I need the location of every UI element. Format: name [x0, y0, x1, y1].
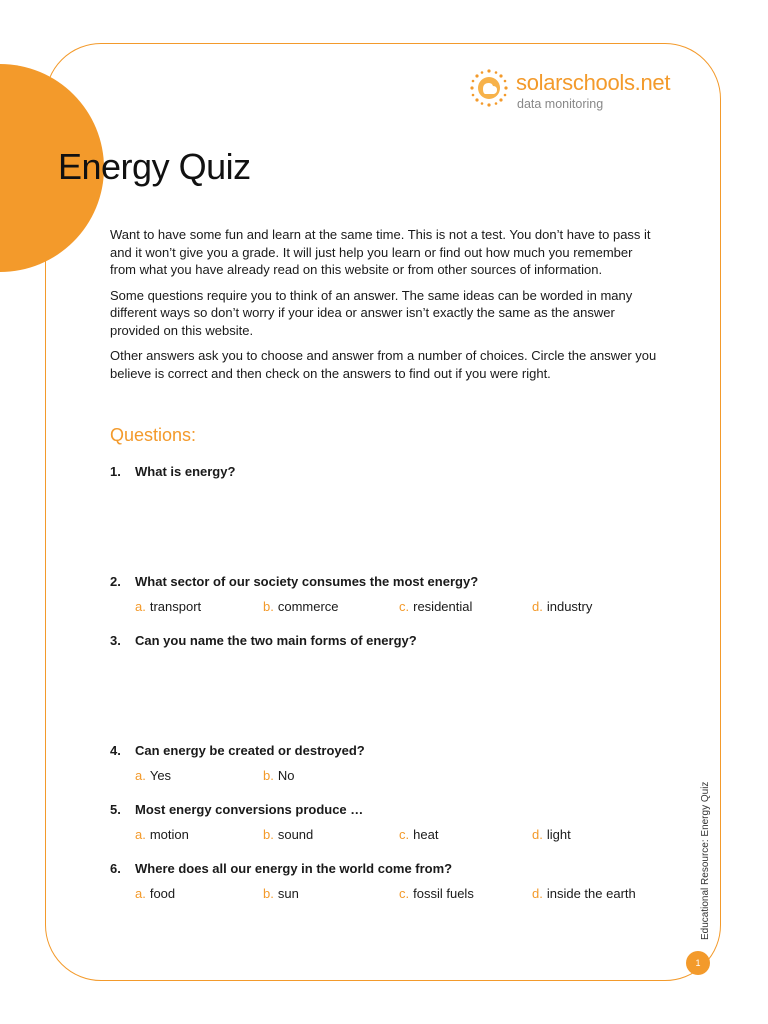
option-text: motion	[149, 827, 189, 842]
option-b[interactable]	[263, 827, 313, 842]
question-text: Where does all our energy in the world come from?	[135, 861, 453, 876]
question-3	[110, 633, 417, 648]
question-number: 6.	[110, 861, 121, 876]
option-text: industry	[546, 599, 593, 614]
question-number: 5.	[110, 802, 121, 817]
option-text: inside the earth	[546, 886, 636, 901]
intro-text	[110, 226, 658, 390]
option-text: transport	[149, 599, 202, 614]
side-label: Educational Resource: Energy Quiz	[700, 781, 711, 940]
option-d[interactable]	[532, 599, 592, 614]
question-4	[110, 743, 365, 758]
option-b[interactable]	[263, 768, 294, 783]
option-a[interactable]	[135, 768, 171, 783]
question-5-options	[135, 827, 675, 845]
option-text: sun	[277, 886, 299, 901]
option-text: fossil fuels	[413, 886, 474, 901]
option-letter: c.	[399, 827, 410, 842]
option-text: sound	[277, 827, 314, 842]
option-letter: a.	[135, 827, 146, 842]
question-5	[110, 802, 363, 817]
option-c[interactable]	[399, 886, 474, 901]
option-a[interactable]	[135, 827, 189, 842]
option-a[interactable]	[135, 599, 201, 614]
question-2	[110, 574, 478, 589]
question-text: What is energy?	[135, 464, 236, 479]
question-number: 2.	[110, 574, 121, 589]
option-c[interactable]	[399, 599, 472, 614]
question-number: 3.	[110, 633, 121, 648]
option-letter: c.	[399, 886, 410, 901]
option-d[interactable]	[532, 827, 571, 842]
option-text: light	[546, 827, 571, 842]
option-text: Yes	[149, 768, 172, 783]
question-6	[110, 861, 452, 876]
question-text: Can you name the two main forms of energy?	[135, 633, 417, 648]
option-b[interactable]	[263, 599, 339, 614]
option-text: commerce	[277, 599, 339, 614]
option-letter: d.	[532, 827, 543, 842]
option-c[interactable]	[399, 827, 438, 842]
question-4-options	[135, 768, 675, 786]
question-1	[110, 464, 235, 479]
option-text: residential	[413, 599, 473, 614]
option-text: heat	[413, 827, 439, 842]
option-letter: d.	[532, 599, 543, 614]
question-text: Most energy conversions produce …	[135, 802, 364, 817]
option-letter: a.	[135, 599, 146, 614]
sun-logo-icon	[468, 68, 510, 108]
option-b[interactable]	[263, 886, 299, 901]
option-letter: d.	[532, 886, 543, 901]
question-text: Can energy be created or destroyed?	[135, 743, 365, 758]
page-number: 1	[686, 951, 710, 975]
option-letter: b.	[263, 768, 274, 783]
option-letter: b.	[263, 599, 274, 614]
question-6-options	[135, 886, 675, 904]
intro-paragraph: Want to have some fun and learn at the same time. This is not a test. You don’t have to pass it and it won’t give you a grade. It will just help you learn or find out how much you remember from what you have already read on this website or from other sources of information.	[110, 227, 651, 277]
page-title: Energy Quiz	[58, 146, 251, 187]
question-number: 1.	[110, 464, 121, 479]
logo-name: solarschools.net	[516, 70, 671, 95]
option-text: No	[277, 768, 295, 783]
option-letter: a.	[135, 886, 146, 901]
question-text: What sector of our society consumes the most energy?	[135, 574, 479, 589]
option-letter: c.	[399, 599, 410, 614]
option-letter: b.	[263, 886, 274, 901]
questions-heading: Questions:	[110, 425, 197, 445]
question-2-options	[135, 599, 675, 617]
option-a[interactable]	[135, 886, 175, 901]
option-letter: a.	[135, 768, 146, 783]
logo-tagline: data monitoring	[517, 97, 604, 111]
option-letter: b.	[263, 827, 274, 842]
intro-paragraph: Some questions require you to think of an answer. The same ideas can be worded in many different ways so don’t worry if your idea or answer isn’t exactly the same as the answer provided on this website.	[110, 287, 633, 338]
question-number: 4.	[110, 743, 121, 758]
option-text: food	[149, 886, 176, 901]
option-d[interactable]	[532, 886, 636, 901]
intro-paragraph: Other answers ask you to choose and answer from a number of choices. Circle the answer you believe is correct and then check on the answers to find out if you were right.	[110, 348, 657, 381]
